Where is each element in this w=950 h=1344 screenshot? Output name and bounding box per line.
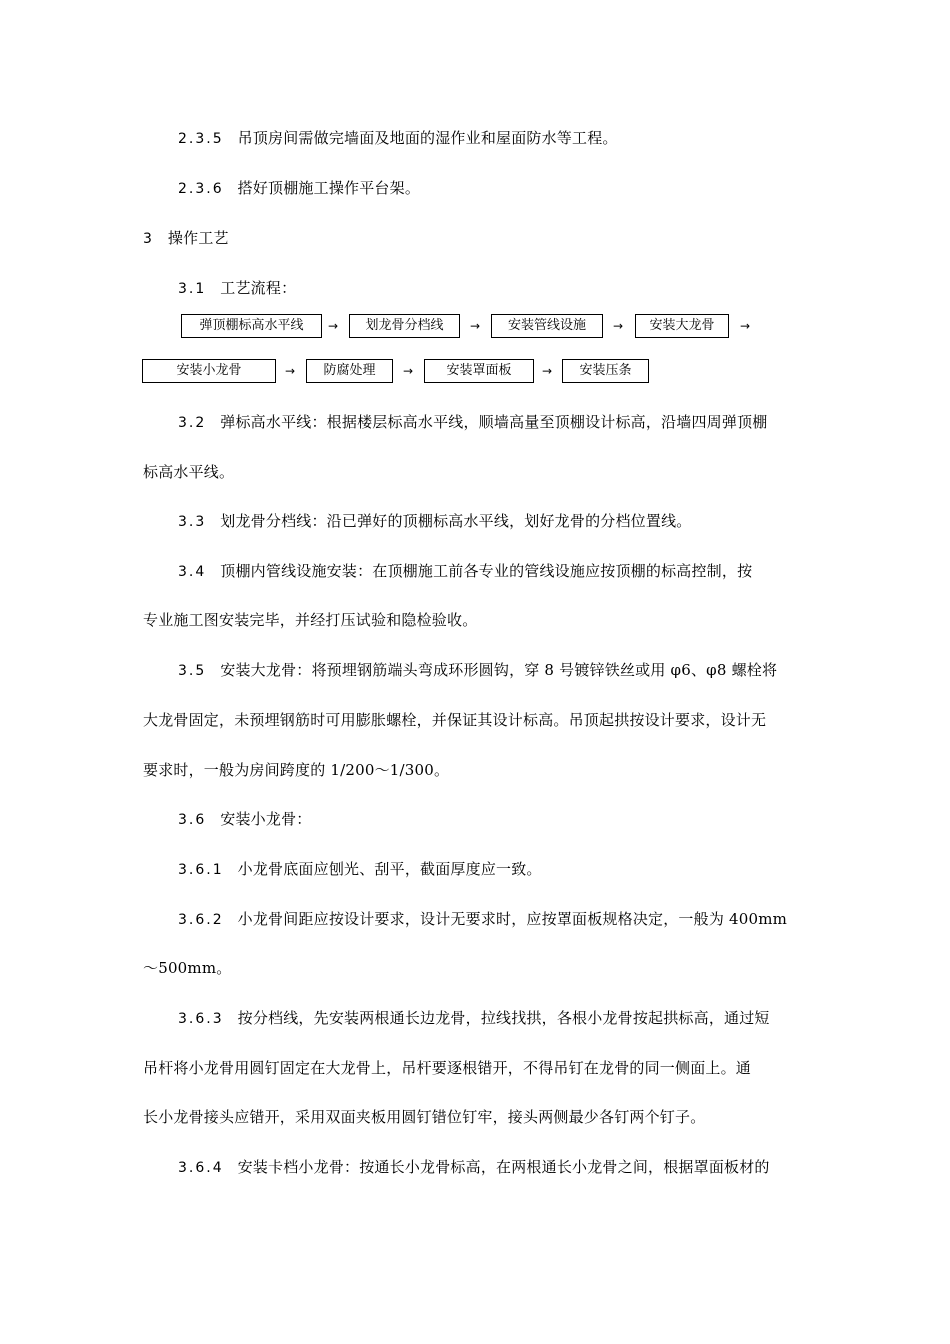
arrow-icon: → bbox=[542, 364, 553, 378]
item-2-3-6: 2.3.6 搭好顶棚施工操作平台架。 bbox=[178, 179, 421, 197]
flow-step-2: 划龙骨分档线 bbox=[349, 314, 460, 338]
item-3-6-1: 3.6.1 小龙骨底面应刨光、刮平，截面厚度应一致。 bbox=[178, 860, 542, 878]
item-3-2-cont: 标高水平线。 bbox=[143, 463, 235, 481]
section-heading-3: 3 操作工艺 bbox=[143, 229, 229, 247]
item-3-4: 3.4 顶棚内管线设施安装：在顶棚施工前各专业的管线设施应按顶棚的标高控制，按 bbox=[178, 562, 753, 580]
item-3-6-3-cont1: 吊杆将小龙骨用圆钉固定在大龙骨上，吊杆要逐根错开，不得吊钉在龙骨的同一侧面上。通 bbox=[143, 1059, 752, 1077]
item-3-6-2: 3.6.2 小龙骨间距应按设计要求，设计无要求时，应按罩面板规格决定，一般为 400mm bbox=[178, 910, 788, 928]
item-3-6-2-cont: ～500mm。 bbox=[143, 959, 232, 977]
flow-step-5: 安装小龙骨 bbox=[142, 359, 276, 383]
arrow-icon: → bbox=[403, 364, 414, 378]
flow-step-4: 安装大龙骨 bbox=[635, 314, 729, 338]
item-3-5: 3.5 安装大龙骨：将预埋钢筋端头弯成环形圆钩，穿 8 号镀锌铁丝或用 φ6、φ8 螺栓将 bbox=[178, 661, 778, 679]
item-3-3: 3.3 划龙骨分档线：沿已弹好的顶棚标高水平线，划好龙骨的分档位置线。 bbox=[178, 512, 692, 530]
arrow-icon: → bbox=[613, 319, 624, 333]
item-2-3-5: 2.3.5 吊顶房间需做完墙面及地面的湿作业和屋面防水等工程。 bbox=[178, 129, 618, 147]
item-3-5-cont2: 要求时，一般为房间跨度的 1/200～1/300。 bbox=[143, 761, 450, 779]
item-3-6: 3.6 安装小龙骨： bbox=[178, 810, 312, 828]
arrow-icon: → bbox=[328, 319, 339, 333]
item-3-5-cont1: 大龙骨固定，未预埋钢筋时可用膨胀螺栓，并保证其设计标高。吊顶起拱按设计要求，设计无 bbox=[143, 711, 767, 729]
flow-step-1: 弹顶棚标高水平线 bbox=[181, 314, 322, 338]
arrow-icon: → bbox=[285, 364, 296, 378]
arrow-icon: → bbox=[470, 319, 481, 333]
item-3-6-3-cont2: 长小龙骨接头应错开，采用双面夹板用圆钉错位钉牢，接头两侧最少各钉两个钉子。 bbox=[143, 1108, 706, 1126]
flow-step-7: 安装罩面板 bbox=[424, 359, 534, 383]
flow-step-3: 安装管线设施 bbox=[491, 314, 603, 338]
item-3-2: 3.2 弹标高水平线：根据楼层标高水平线，顺墙高量至顶棚设计标高，沿墙四周弹顶棚 bbox=[178, 413, 768, 431]
item-3-1: 3.1 工艺流程： bbox=[178, 279, 297, 297]
arrow-icon: → bbox=[740, 319, 751, 333]
flow-step-6: 防腐处理 bbox=[306, 359, 393, 383]
item-3-6-3: 3.6.3 按分档线，先安装两根通长边龙骨，拉线找拱，各根小龙骨按起拱标高，通过短 bbox=[178, 1009, 770, 1027]
flow-step-8: 安装压条 bbox=[562, 359, 649, 383]
item-3-4-cont: 专业施工图安装完毕，并经打压试验和隐检验收。 bbox=[143, 611, 478, 629]
item-3-6-4: 3.6.4 安装卡档小龙骨：按通长小龙骨标高，在两根通长小龙骨之间，根据罩面板材的 bbox=[178, 1158, 770, 1176]
